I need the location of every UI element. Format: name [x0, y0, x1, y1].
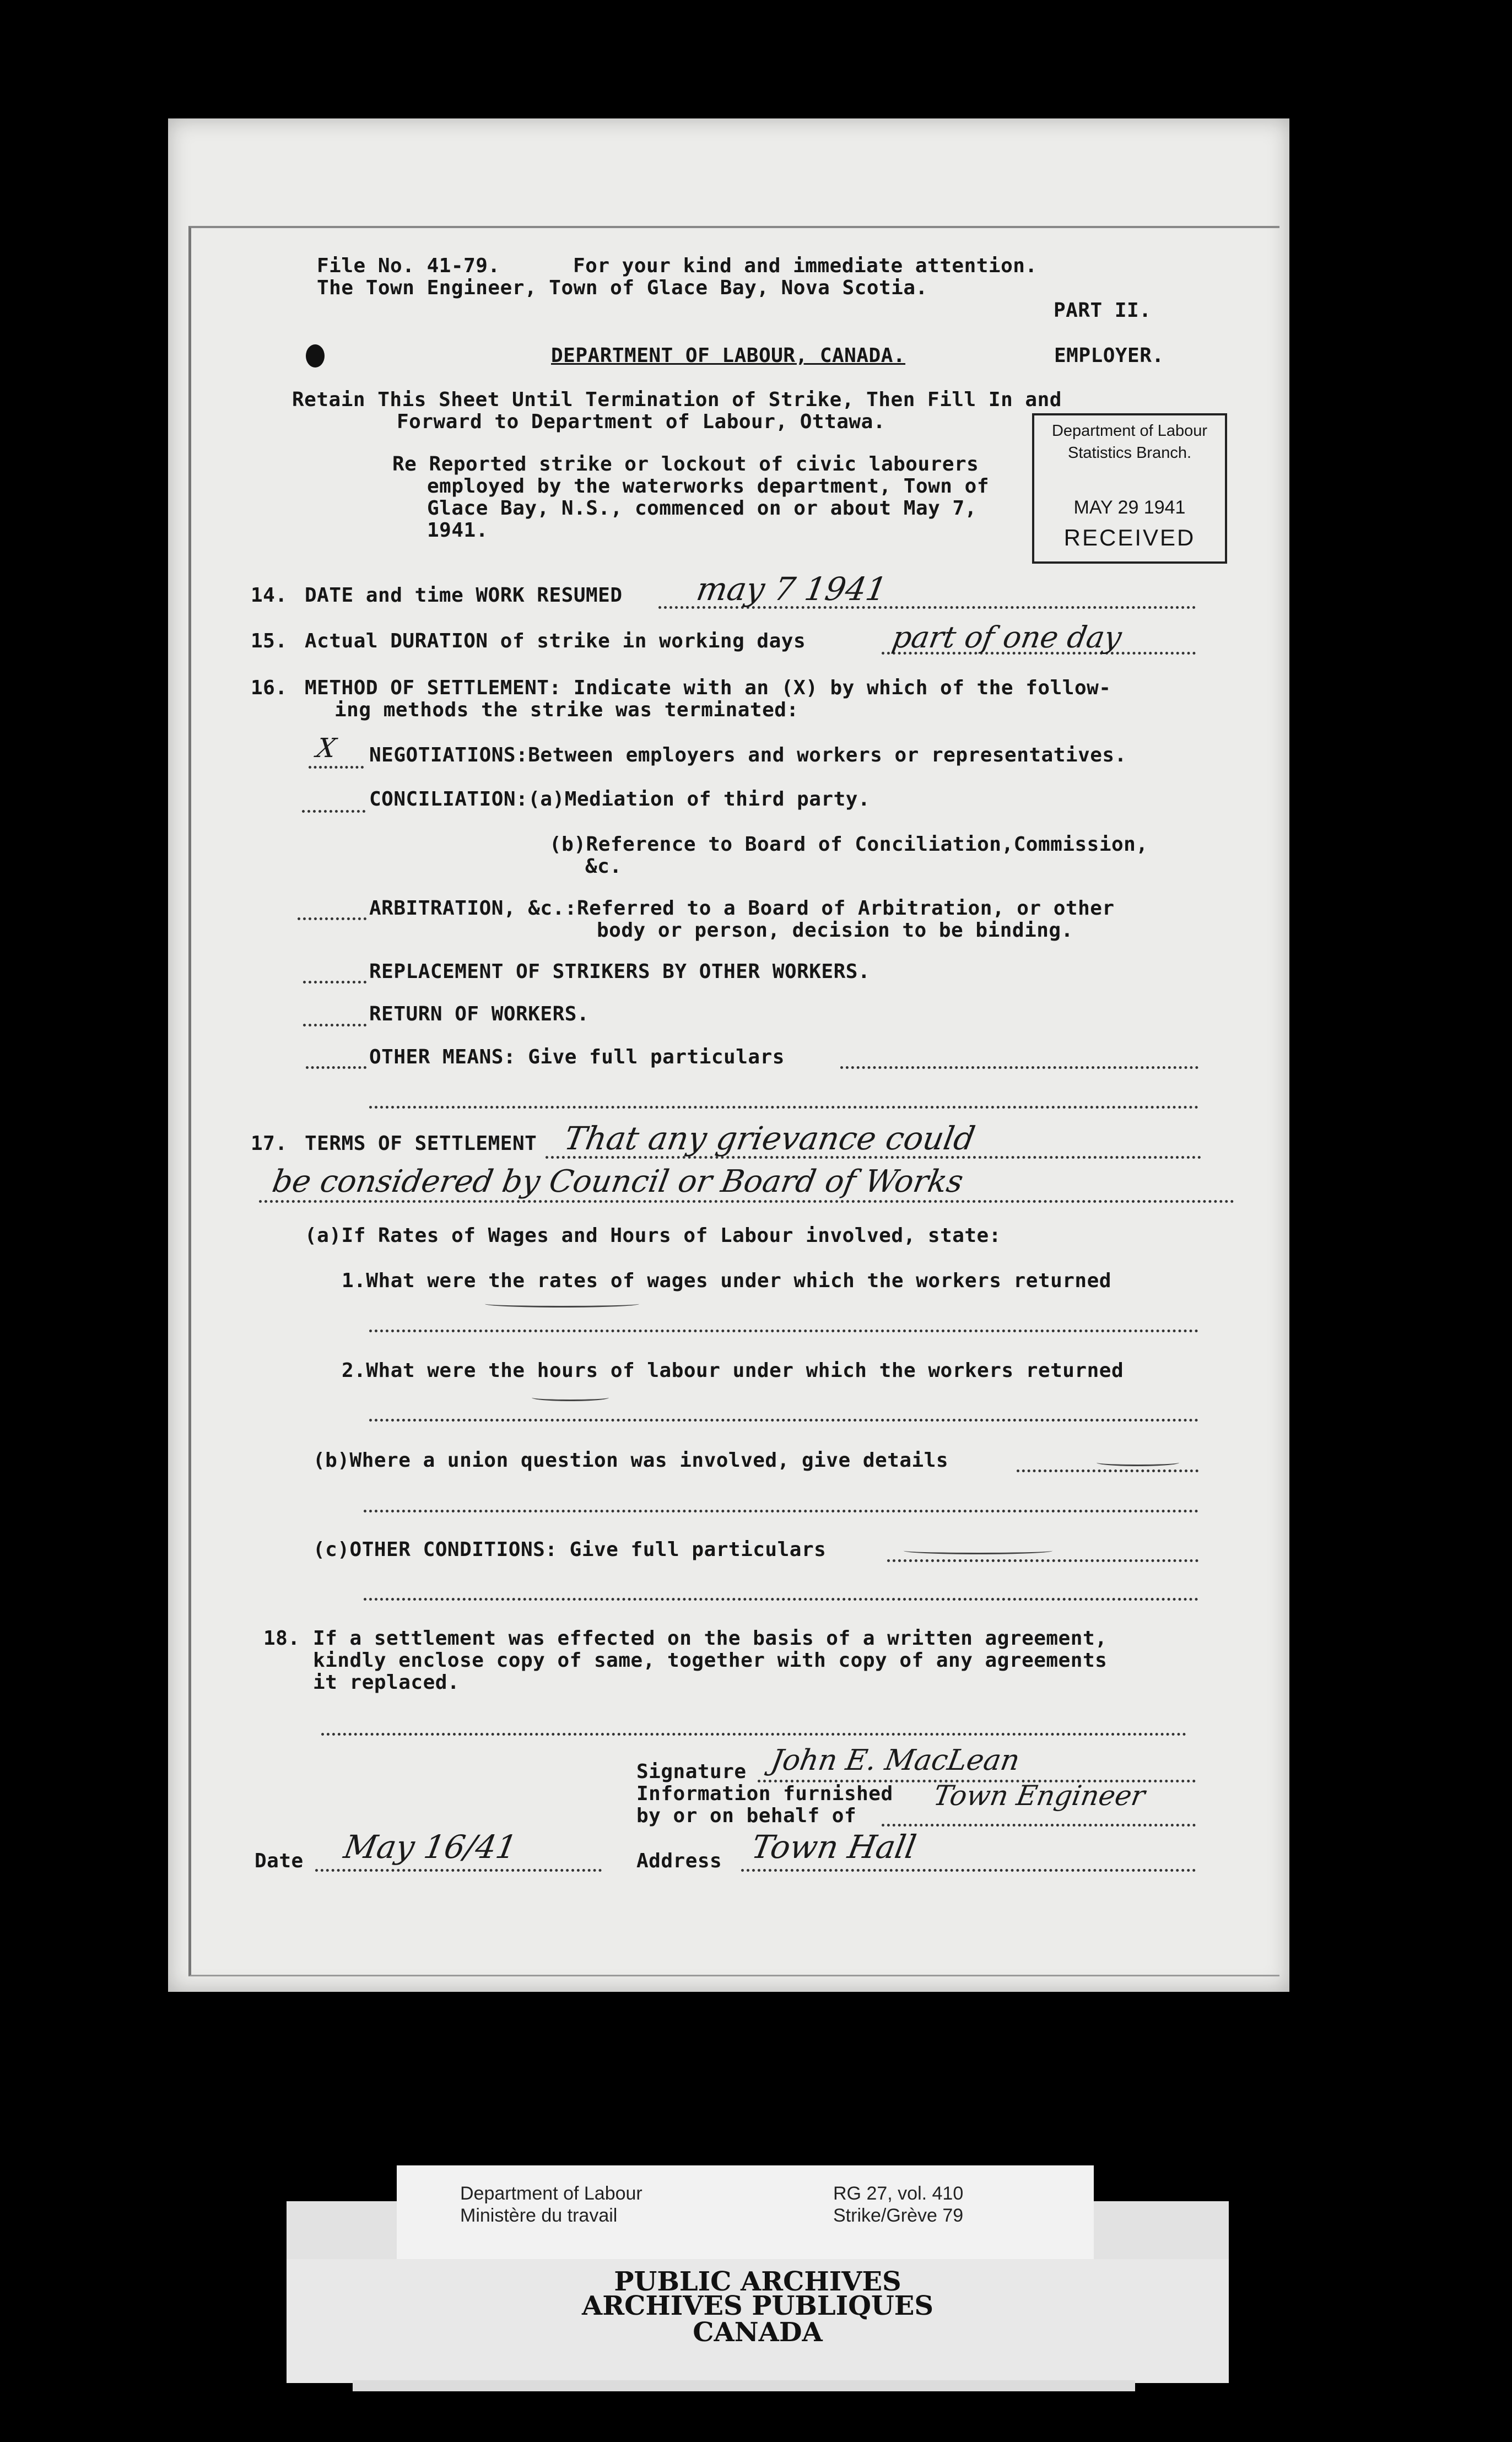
q17c-answer-line-1 [887, 1559, 1198, 1562]
q14-number: 14. [251, 584, 288, 607]
q18-number: 18. [263, 1627, 300, 1650]
q14-label: DATE and time WORK RESUMED [305, 584, 623, 607]
q17a-1-answer-line [369, 1330, 1198, 1332]
q17c-label: (c)OTHER CONDITIONS: Give full particulars [313, 1538, 827, 1561]
date-value: May 16/41 [341, 1828, 520, 1866]
addressee: The Town Engineer, Town of Glace Bay, Nova Scotia. [317, 277, 928, 299]
q17a-label: (a)If Rates of Wages and Hours of Labour involved, state: [305, 1224, 1001, 1247]
option-arbitration: ARBITRATION, &c.:Referred to a Board of Arbitration, or other [369, 897, 1115, 920]
stamp-branch: Statistics Branch. [1067, 444, 1192, 462]
pencil-mark-1 [485, 1300, 639, 1308]
re-line-2: employed by the waterworks department, Town of [427, 475, 989, 498]
q17-answer-line-2 [259, 1200, 1234, 1203]
information-line [882, 1824, 1196, 1827]
label-public-archives: PUBLIC ARCHIVES [614, 2266, 901, 2297]
q16-label-2: ing methods the strike was terminated: [334, 699, 799, 721]
label-department-en: Department of Labour [460, 2183, 642, 2204]
file-number: File No. 41-79. [317, 255, 500, 277]
option-conciliation: CONCILIATION:(a)Mediation of third party. [369, 788, 871, 811]
arbitration-checkbox-line [298, 917, 366, 920]
q17-answer-1: That any grievance could [561, 1120, 978, 1157]
q14-answer: may 7 1941 [694, 570, 890, 608]
information-label-1: Information furnished [636, 1782, 893, 1805]
label-reference-1: RG 27, vol. 410 [833, 2183, 964, 2204]
q17a-2-answer-line [369, 1419, 1198, 1422]
q17-number: 17. [251, 1132, 288, 1155]
pencil-mark-3 [1097, 1459, 1179, 1466]
q17-answer-2: be considered by Council or Board of Works [269, 1164, 966, 1200]
q15-label: Actual DURATION of strike in working days [305, 630, 806, 652]
other-checkbox-line [306, 1066, 366, 1069]
q17-label: TERMS OF SETTLEMENT [305, 1132, 537, 1155]
option-other-means: OTHER MEANS: Give full particulars [369, 1046, 785, 1068]
negotiations-checkbox-line [309, 766, 364, 769]
other-means-line-2 [369, 1106, 1198, 1109]
q17b-answer-line-1 [1017, 1469, 1198, 1472]
part-label: PART II. [1054, 299, 1152, 322]
information-label-2: by or on behalf of [636, 1805, 857, 1827]
archive-label-edge [353, 2380, 1135, 2391]
re-line-4: 1941. [427, 519, 488, 542]
address-label: Address [636, 1850, 722, 1872]
option-negotiations: NEGOTIATIONS:Between employers and workers or representatives. [369, 744, 1127, 766]
q18-line-2: kindly enclose copy of same, together with copy of any agreements [313, 1649, 1108, 1672]
stamp-date: MAY 29 1941 [1073, 497, 1186, 518]
option-conciliation-b-cont: &c. [585, 855, 622, 878]
stamp-department: Department of Labour [1051, 422, 1208, 440]
label-department-fr: Ministère du travail [460, 2205, 618, 2226]
q15-number: 15. [251, 630, 288, 652]
signature-value: John E. MacLean [768, 1744, 1023, 1777]
information-value: Town Engineer [931, 1780, 1148, 1812]
return-checkbox-line [303, 1024, 366, 1026]
q16-number: 16. [251, 677, 288, 699]
other-means-line-1 [840, 1066, 1198, 1069]
stamp-status: RECEIVED [1063, 525, 1196, 550]
q18-line-3: it replaced. [313, 1671, 460, 1694]
pencil-mark-2 [532, 1394, 609, 1401]
label-archives-publiques: ARCHIVES PUBLIQUES [582, 2290, 933, 2321]
q17a-2: 2.What were the hours of labour under which the workers returned [342, 1359, 1124, 1382]
retain-instruction-1: Retain This Sheet Until Termination of Strike, Then Fill In and [292, 388, 1062, 411]
option-return: RETURN OF WORKERS. [369, 1003, 590, 1025]
address-value: Town Hall [749, 1828, 919, 1866]
negotiations-mark: X [314, 733, 339, 764]
received-stamp [1032, 413, 1227, 564]
label-reference-2: Strike/Grève 79 [833, 2205, 964, 2226]
re-line-3: Glace Bay, N.S., commenced on or about May 7, [427, 497, 977, 520]
q17b-label: (b)Where a union question was involved, give details [313, 1449, 949, 1472]
q15-answer: part of one day [889, 620, 1125, 655]
date-label: Date [255, 1850, 304, 1872]
q16-label-1: METHOD OF SETTLEMENT: Indicate with an (X) by which of the follow- [305, 677, 1111, 699]
label-canada: CANADA [693, 2317, 823, 2348]
replacement-checkbox-line [303, 981, 366, 984]
q18-answer-line [321, 1733, 1186, 1736]
option-replacement: REPLACEMENT OF STRIKERS BY OTHER WORKERS. [369, 960, 871, 983]
re-line-1: Re Reported strike or lockout of civic labourers [392, 453, 979, 476]
retain-instruction-2: Forward to Department of Labour, Ottawa. [397, 410, 885, 433]
address-line [741, 1869, 1196, 1872]
pencil-mark-4 [904, 1547, 1052, 1554]
q17a-1: 1.What were the rates of wages under which the workers returned [342, 1269, 1111, 1292]
conciliation-checkbox-line [302, 810, 365, 813]
option-arbitration-cont: body or person, decision to be binding. [597, 919, 1073, 942]
attention-note: For your kind and immediate attention. [573, 255, 1038, 277]
q18-line-1: If a settlement was effected on the basis of a written agreement, [313, 1627, 1108, 1650]
q17b-answer-line-2 [364, 1510, 1198, 1512]
department-title: DEPARTMENT OF LABOUR, CANADA. [551, 344, 906, 367]
q17c-answer-line-2 [364, 1598, 1198, 1601]
date-line [315, 1869, 602, 1872]
punch-hole [306, 344, 325, 368]
form-recipient: EMPLOYER. [1054, 344, 1164, 367]
signature-label: Signature [636, 1760, 747, 1783]
option-conciliation-b: (b)Reference to Board of Conciliation,Commission, [549, 833, 1148, 856]
